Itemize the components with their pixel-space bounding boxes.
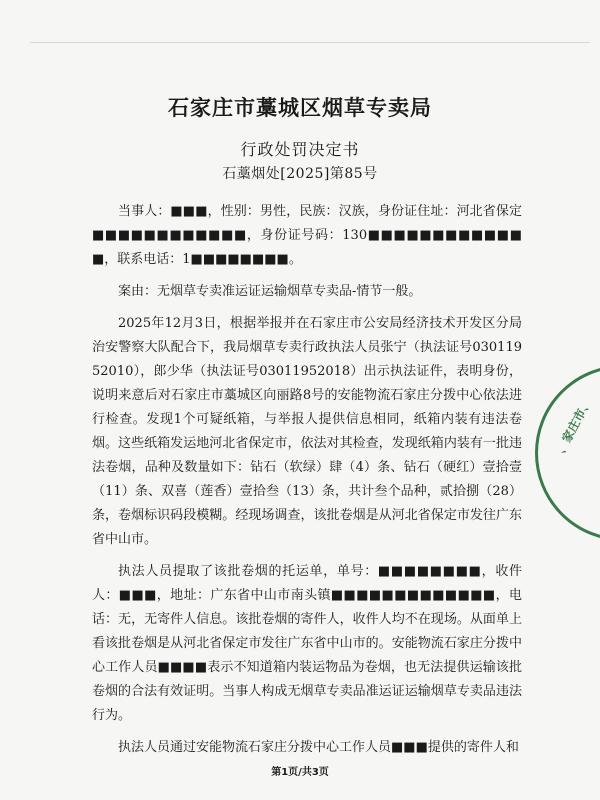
waybill-paragraph: 执法人员提取了该批卷烟的托运单，单号：■■■■■■■■，收件人：■■■，地址：广东省中山市南头镇■■■■■■■■■■■■■，电话：无，无寄件人信息。该批卷烟的寄件人，收件人均不在现场。从面单上看该批卷烟是从河北省保定市发往广东省中山市的。安能物流石家庄分拨中心工作人员■■■■表示不知道箱内装运物品为卷烟，也无法提供运输该批卷烟的合法有效证明。当事人构成无烟草专卖品准运证运输烟草专卖品违法行为。: [92, 564, 522, 723]
case-cause-paragraph: 案由：无烟草专卖准运证运输烟草专卖品-情节一般。: [118, 284, 422, 299]
party-paragraph: 当事人：■■■，性别：男性，民族：汉族，身份证住址：河北省保定■■■■■■■■■■■■，身份证号码：130■■■■■■■■■■■■■，联系电话：1■■■■■■■■。: [92, 204, 522, 267]
page-indicator: 第1页/共3页: [271, 767, 329, 778]
document-type-title: 行政处罚决定书: [240, 140, 360, 159]
issuer-title: 石家庄市藁城区烟草专卖局: [168, 96, 432, 120]
page-edge-divider: [30, 42, 590, 43]
inspection-paragraph: 2025年12月3日，根据举报并在石家庄市公安局经济技术开发区分局治安警察大队配合下，我局烟草专卖行政执法人员张宁（执法证号03011952010），郎少华（执法证号03011952018）出示执法证件，表明身份，说明来意后对石家庄市藁城区向丽路8号的安能物流石家庄分拨中心依法进行检查。发现1个可疑纸箱，与举报人提供信息相同，纸箱内装有违法卷烟。这些纸箱发运地河北省保定市，依法对其检查，发现纸箱内装有一批违法卷烟，品种及数量如下：钻石（软绿）肆（4）条、钻石（硬红）壹拾壹（11）条、双喜（莲香）壹拾叁（13）条，共计叁个品种，贰拾捌（28）条，卷烟标识码段模糊。经现场调查，该批卷烟是从河北省保定市发往广东省中山市。: [92, 316, 522, 547]
document-number: 石藁烟处[2025]第85号: [222, 166, 378, 182]
document-body: [92, 200, 522, 760]
continued-paragraph: 执法人员通过安能物流石家庄分拨中心工作人员■■■提供的寄件人和: [118, 740, 519, 755]
official-seal-text: 、家庄市、: [553, 395, 595, 456]
